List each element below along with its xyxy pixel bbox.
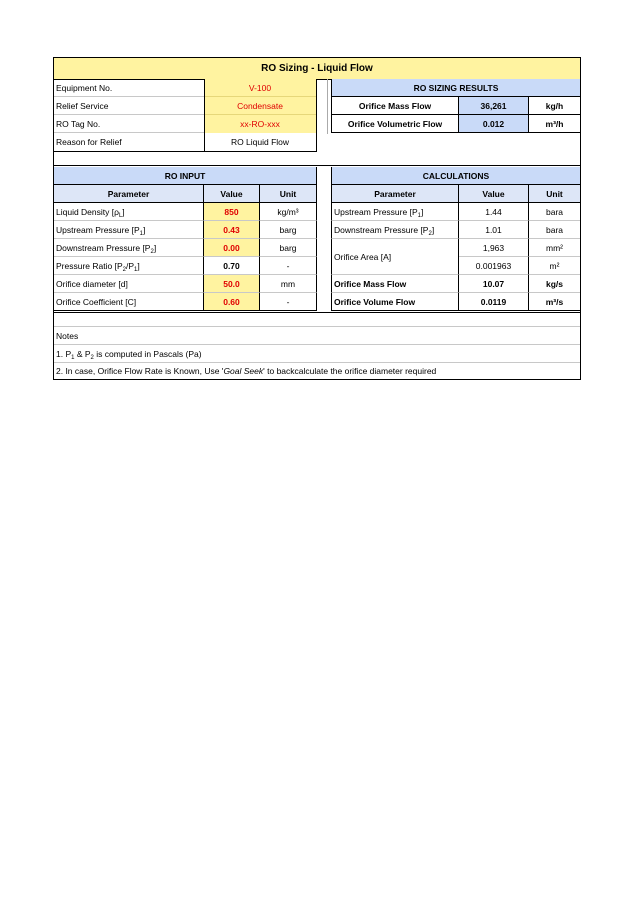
calc-col-parameter: Parameter: [331, 185, 459, 203]
input-density-label: Liquid Density $[\rho_L]$: [54, 203, 204, 221]
input-diameter-value[interactable]: 50.0: [204, 275, 260, 293]
results-header: RO SIZING RESULTS: [331, 79, 580, 97]
input-ratio-value: 0.70: [204, 257, 260, 275]
calc-area-value-mm: 1,963: [459, 239, 529, 257]
calc-downstream-unit: bara: [529, 221, 580, 239]
calc-col-value: Value: [459, 185, 529, 203]
input-ratio-label: Pressure Ratio $[P_2/P_1]$: [54, 257, 204, 275]
input-density-value[interactable]: 850: [204, 203, 260, 221]
input-density-unit: kg/m³: [260, 203, 317, 221]
service-value[interactable]: Condensate: [204, 97, 316, 115]
calc-area-unit-mm: mm²: [529, 239, 580, 257]
equipment-value[interactable]: V-100: [204, 79, 316, 97]
reason-label: Reason for Relief: [56, 137, 122, 147]
general-block-border: [54, 79, 317, 152]
calc-mass-value: 10.07: [459, 275, 529, 293]
ro-sizing-sheet: [53, 57, 581, 380]
calc-mass-unit: kg/s: [529, 275, 580, 293]
notes-header: Notes: [54, 327, 580, 345]
equipment-label: Equipment No.: [54, 79, 204, 97]
calc-volume-unit: m³/s: [529, 293, 580, 311]
result-mass-label: Orifice Mass Flow: [331, 97, 459, 115]
input-upstream-unit: barg: [260, 221, 317, 239]
calc-downstream-label: Downstream Pressure $[P_2]$: [331, 221, 459, 239]
calc-area-unit-m: m²: [529, 257, 580, 275]
calc-header: CALCULATIONS: [331, 167, 580, 185]
input-col-parameter: Parameter: [54, 185, 204, 203]
notes-spacer: [54, 312, 580, 327]
calc-area-label: Orifice Area [A]: [331, 239, 459, 275]
calc-downstream-value: 1.01: [459, 221, 529, 239]
note-1: 1. $P_1$ & $P_2$ is computed in Pascals (Pa): [54, 345, 580, 363]
calc-volume-value: 0.0119: [459, 293, 529, 311]
service-label: Relief Service: [54, 97, 204, 115]
input-downstream-unit: barg: [260, 239, 317, 257]
calc-mass-label: Orifice Mass Flow: [331, 275, 459, 293]
input-downstream-value[interactable]: 0.00: [204, 239, 260, 257]
spacer-row: [54, 151, 580, 166]
tag-value[interactable]: xx-RO-xxx: [204, 115, 316, 133]
input-coefficient-unit: -: [260, 293, 317, 311]
general-divider: [204, 79, 205, 152]
calc-upstream-unit: bara: [529, 203, 580, 221]
input-diameter-unit: mm: [260, 275, 317, 293]
input-downstream-label: Downstream Pressure $[P_2]$: [54, 239, 204, 257]
result-mass-value: 36,261: [459, 97, 529, 115]
input-upstream-label: Upstream Pressure $[P_1]$: [54, 221, 204, 239]
input-col-value: Value: [204, 185, 260, 203]
input-coefficient-value[interactable]: 0.60: [204, 293, 260, 311]
input-col-unit: Unit: [260, 185, 317, 203]
result-volume-value: 0.012: [459, 115, 529, 133]
calc-col-unit: Unit: [529, 185, 580, 203]
tag-label: RO Tag No.: [54, 115, 204, 133]
input-upstream-value[interactable]: 0.43: [204, 221, 260, 239]
input-coefficient-label: Orifice Coefficient [C]: [54, 293, 204, 311]
result-volume-label: Orifice Volumetric Flow: [331, 115, 459, 133]
input-header: RO INPUT: [54, 167, 317, 185]
input-ratio-unit: -: [260, 257, 317, 275]
calc-upstream-value: 1.44: [459, 203, 529, 221]
calc-volume-label: Orifice Volume Flow: [331, 293, 459, 311]
result-volume-unit: m³/h: [529, 115, 580, 133]
sheet-title: RO Sizing - Liquid Flow: [54, 58, 580, 80]
calc-area-value-m: 0.001963: [459, 257, 529, 275]
result-mass-unit: kg/h: [529, 97, 580, 115]
reason-value: RO Liquid Flow: [230, 137, 290, 147]
results-gap: [327, 79, 331, 134]
calc-upstream-label: Upstream Pressure $[P_1]$: [331, 203, 459, 221]
input-diameter-label: Orifice diameter [d]: [54, 275, 204, 293]
note-2: 2. In case, Orifice Flow Rate is Known, Use 'Goal Seek' to backcalculate the orifice diameter required: [56, 366, 437, 376]
